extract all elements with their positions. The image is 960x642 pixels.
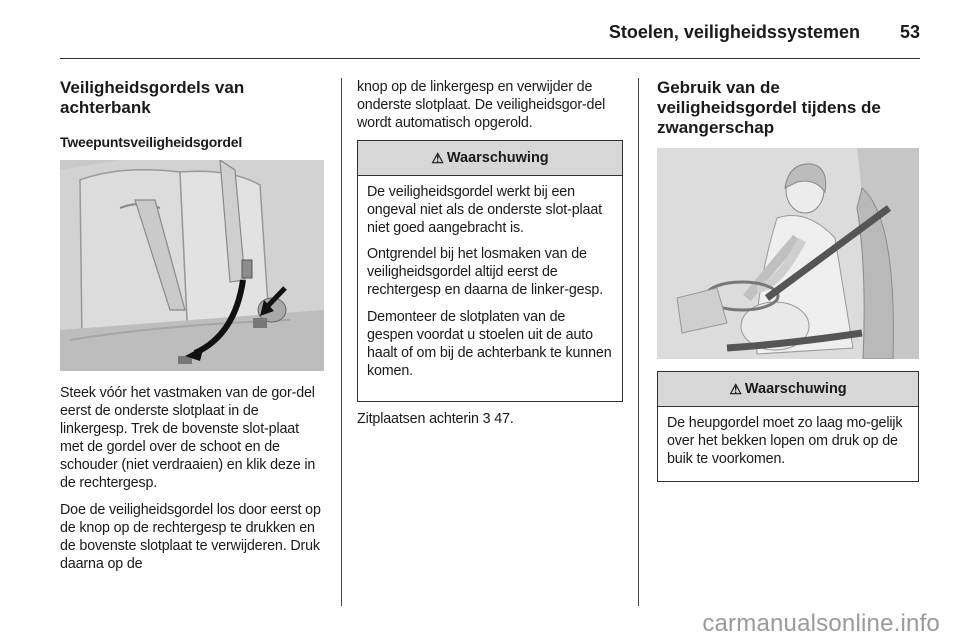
column-divider <box>341 78 342 606</box>
warning-box <box>357 140 623 402</box>
watermark: carmanualsonline.info <box>702 610 940 637</box>
pregnancy-belt-drawing <box>657 148 919 359</box>
left-paragraph: Steek vóór het vastmaken van de gor-del eerst de onderste slotplaat in de linkergesp. Trek de bovenste slot-plaat met de gordel over de schoot en de schouder (niet verdraaien) en klik deze in de rechtergesp. <box>60 385 316 492</box>
warning-triangle-icon: ⚠ <box>431 149 444 166</box>
rear-seat-belt-illustration <box>60 160 324 371</box>
warning-header <box>358 141 622 176</box>
pregnancy-belt-illustration <box>657 148 919 359</box>
header-rule <box>60 58 920 59</box>
section-heading: Veiligheidsgordels van achterbank <box>60 78 245 117</box>
cross-reference[interactable] <box>357 410 625 428</box>
running-header-title: Stoelen, veiligheidssystemen <box>608 22 860 42</box>
warning-triangle-icon: ⚠ <box>729 380 742 397</box>
cross-reference-text: Zitplaatsen achterin <box>357 411 479 427</box>
reference-arrow-icon: 3 <box>482 411 491 427</box>
warning-body <box>658 407 918 475</box>
middle-column <box>357 78 625 132</box>
warning-title: Waarschuwing <box>744 381 847 397</box>
warning-title: Waarschuwing <box>446 150 549 166</box>
middle-paragraph: knop op de linkergesp en verwijder de onderste slotplaat. De veiligheidsgor-del wordt automatisch opgerold. <box>357 79 606 132</box>
cross-reference-page: 47. <box>494 411 514 427</box>
left-paragraph: Doe de veiligheidsgordel los door eerst op de knop op de rechtergesp te drukken en de bovenste slotplaat te verwijderen. Druk daarna op de <box>60 501 321 572</box>
warning-header <box>658 372 918 407</box>
section-heading: Gebruik van de veiligheidsgordel tijdens de zwangerschap <box>657 78 881 137</box>
column-divider <box>638 78 639 606</box>
warning-box <box>657 371 919 482</box>
warning-paragraph: De heupgordel moet zo laag mo-gelijk over het bekken lopen om druk op de buik te voorkomen. <box>667 415 903 468</box>
section-subheading: Tweepuntsveiligheidsgordel <box>60 134 243 150</box>
warning-paragraph: Demonteer de slotplaten van de gespen voordat u stoelen uit de auto haalt of om bij de achterbank te kunnen komen. <box>367 308 612 379</box>
left-text-block <box>60 384 326 573</box>
page-number: 53 <box>899 22 920 42</box>
warning-body <box>358 176 622 387</box>
right-column <box>657 78 919 138</box>
rear-seat-belt-drawing <box>60 160 324 371</box>
warning-paragraph: Ontgrendel bij het losmaken van de veiligheidsgordel altijd eerst de rechtergesp en daarna de linker-gesp. <box>367 246 604 299</box>
warning-paragraph: De veiligheidsgordel werkt bij een ongeval niet als de onderste slot-plaat niet goed aangebracht is. <box>367 184 602 237</box>
left-column <box>60 78 330 151</box>
